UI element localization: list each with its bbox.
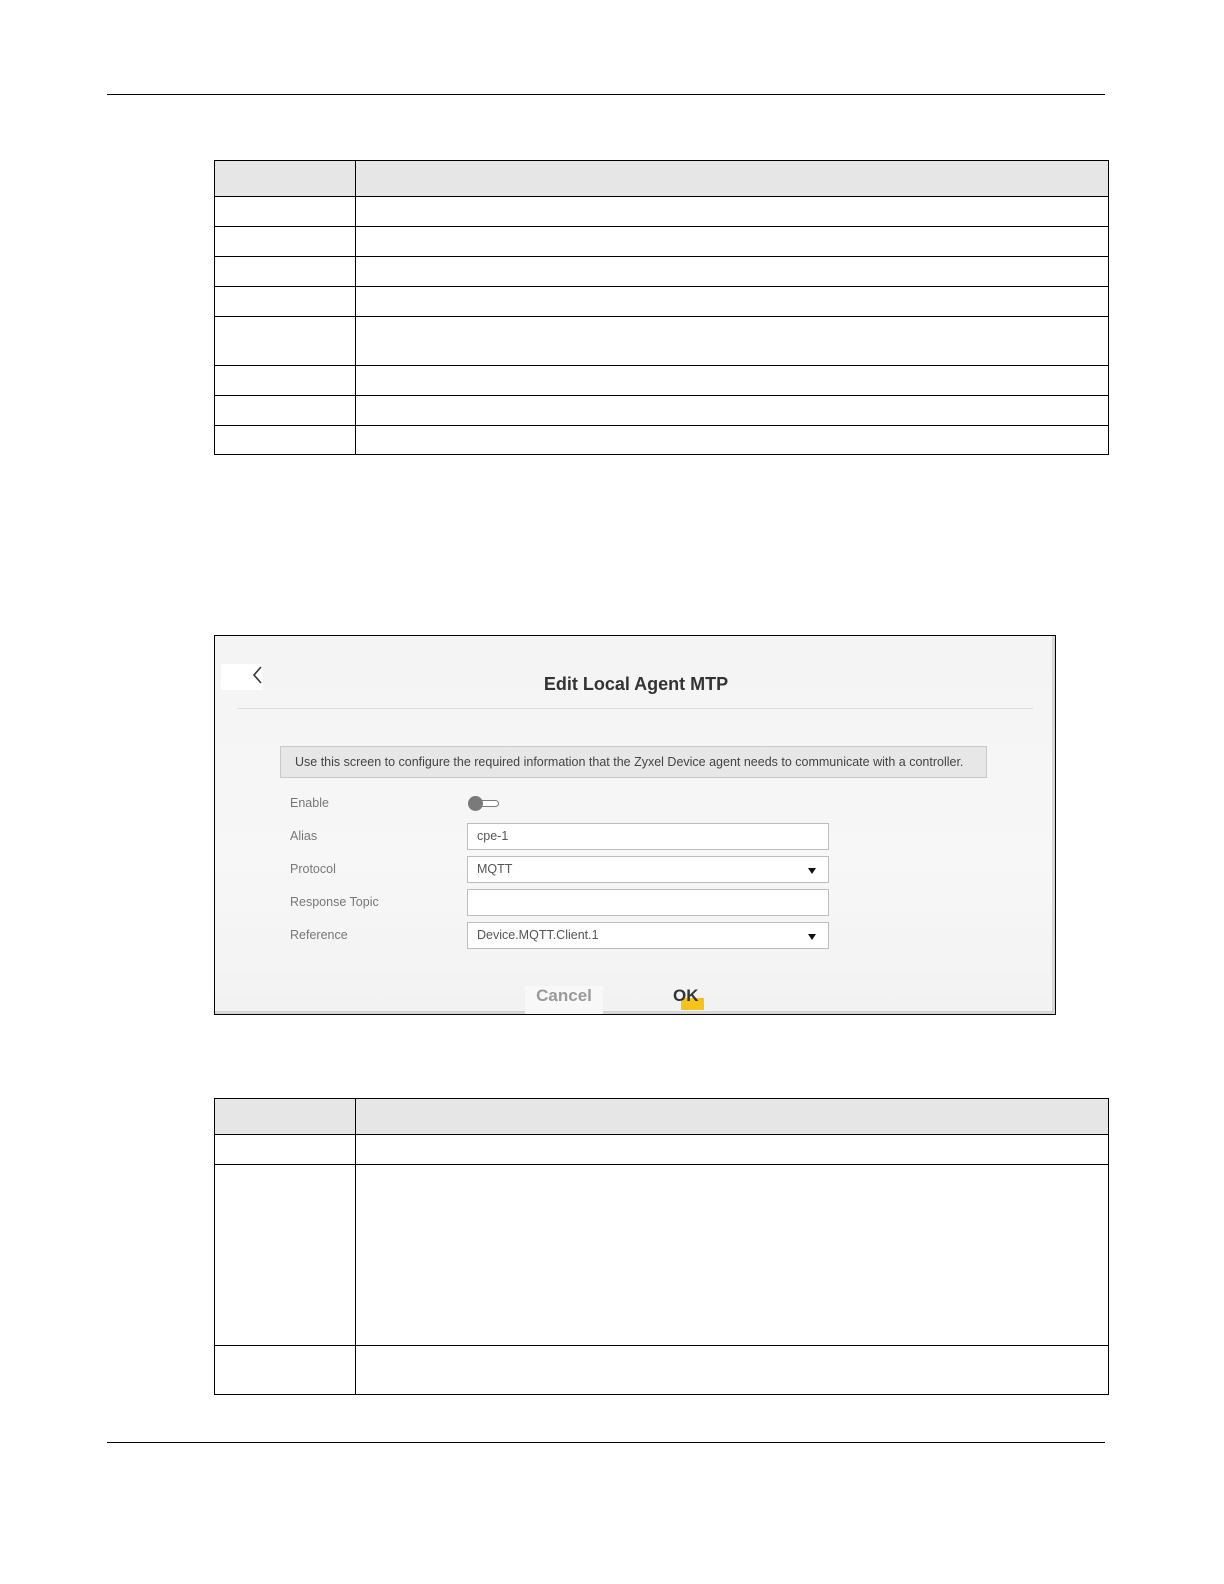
table-row xyxy=(215,197,1109,227)
table-cell xyxy=(215,287,356,317)
table-row xyxy=(215,257,1109,287)
response-topic-field[interactable] xyxy=(467,889,829,916)
table-row xyxy=(215,426,1109,455)
dialog-title: Edit Local Agent MTP xyxy=(543,674,729,694)
table-cell xyxy=(356,366,1109,396)
table-row xyxy=(215,1165,1109,1346)
enable-label: Enable xyxy=(290,796,329,810)
table-cell xyxy=(215,197,356,227)
table-cell xyxy=(356,317,1109,366)
table-cell xyxy=(215,426,356,455)
caret-down-icon xyxy=(808,868,816,874)
table-cell xyxy=(356,1346,1109,1395)
table-cell xyxy=(356,227,1109,257)
table-row xyxy=(215,1135,1109,1165)
alias-label: Alias xyxy=(290,829,318,843)
protocol-label: Protocol xyxy=(290,862,336,876)
table-cell xyxy=(356,287,1109,317)
table-row xyxy=(215,396,1109,426)
page-header-rule xyxy=(107,94,1105,95)
table-header-cell xyxy=(356,161,1109,197)
enable-toggle[interactable] xyxy=(468,796,500,812)
table-cell xyxy=(215,1135,356,1165)
table-cell xyxy=(215,396,356,426)
table-header-cell xyxy=(215,161,356,197)
reference-select[interactable] xyxy=(467,922,829,949)
table-header-cell xyxy=(215,1099,356,1135)
table-row xyxy=(215,227,1109,257)
title-divider xyxy=(238,708,1033,709)
ok-button-label: OK xyxy=(673,986,699,1005)
table-cell xyxy=(356,197,1109,227)
alias-value: cpe-1 xyxy=(477,829,509,843)
alias-field[interactable] xyxy=(467,823,829,850)
toggle-knob xyxy=(468,796,483,811)
table-cell xyxy=(215,317,356,366)
protocol-value: MQTT xyxy=(477,862,513,876)
table-header-row xyxy=(215,161,1109,197)
table-cell xyxy=(215,1165,356,1346)
ok-button[interactable] xyxy=(667,986,711,1014)
edit-local-agent-mtp-screenshot xyxy=(214,635,1056,1015)
cancel-button[interactable]: Cancel xyxy=(525,986,603,1014)
table-header-row xyxy=(215,1099,1109,1135)
field-description-table-top xyxy=(214,160,1109,455)
response-topic-label: Response Topic xyxy=(290,895,379,909)
table-cell xyxy=(215,366,356,396)
table-row xyxy=(215,287,1109,317)
page-footer-rule xyxy=(107,1442,1105,1443)
table-header-cell xyxy=(356,1099,1109,1135)
screenshot-edge xyxy=(215,1011,1055,1014)
protocol-select[interactable] xyxy=(467,856,829,883)
table-cell xyxy=(215,257,356,287)
table-row xyxy=(215,317,1109,366)
reference-value: Device.MQTT.Client.1 xyxy=(477,928,599,942)
field-description-table-bottom xyxy=(214,1098,1109,1395)
table-row xyxy=(215,366,1109,396)
table-row xyxy=(215,1346,1109,1395)
info-message: Use this screen to configure the required information that the Zyxel Device agent needs to communicate with a controller. xyxy=(280,746,987,778)
table-cell xyxy=(215,227,356,257)
reference-label: Reference xyxy=(290,928,348,942)
table-cell xyxy=(356,396,1109,426)
caret-down-icon xyxy=(808,934,816,940)
table-cell xyxy=(356,257,1109,287)
table-cell xyxy=(215,1346,356,1395)
table-cell xyxy=(356,1135,1109,1165)
table-cell xyxy=(356,1165,1109,1346)
table-cell xyxy=(356,426,1109,455)
